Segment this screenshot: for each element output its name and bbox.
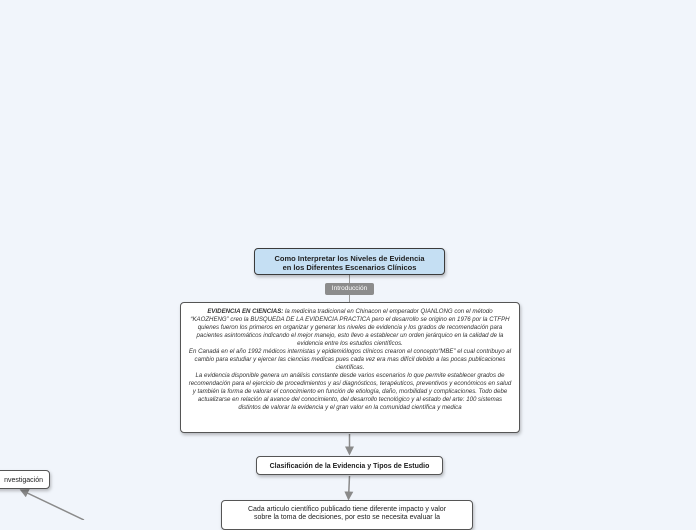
classification-node[interactable]: Clasificación de la Evidencia y Tipos de Estudio [256,456,443,475]
evidence-paragraph-3: La evidencia disponible genera un análisis constante desde varios escenarios lo que permite establecer grados de recomendación para el ejercicio de procedimientos y así diagnósticos, terapéuticos, preventivos y económicos en salud y también la forma de valorar el conocimiento en función de etiología, daño, morbilidad y complicaciones. Todo debe actualizarse en relación al avance del conocimiento, del desarrollo tecnológico y al estado del arte: 100 sistemas distintos de valorar la evidencia y el gran valor en la comunidad científica y medica [188,372,512,411]
intro-label-tag[interactable]: Introducción [325,283,374,295]
evidence-paragraph-1 [188,308,512,348]
evidence-paragraph-1-text: la medicina tradicional en Chinacon el emperador QIANLONG con el método “KAOZHENG” creo la BUSQUEDA DE LA EVIDENCIA PRACTICA pero el desarrollo se origino en 1976 por la CTFPH quienes fueron los primeros en organizar y generar los niveles de evidencia y los grados de recomendación para pacientes asintomáticos indicando el mejor manejo, esto llevo a establecer un orden jerárquico en la calidad de la evidencia entre los estudios científicos. [190,308,510,347]
evidence-text-node[interactable] [180,302,520,433]
bottom-node-line1: Cada articulo científico publicado tiene diferente impacto y valor [247,506,447,513]
root-topic-node[interactable] [254,248,445,275]
bottom-article-node[interactable] [221,500,473,530]
root-title-line2: en los Diferentes Escenarios Clínicos [282,263,417,272]
bottom-node-line2: sobre la toma de decisiones, por esto se necesita evaluar la [254,514,440,521]
evidence-paragraph-2: En Canadá en el año 1992 médicos internistas y epidemiólogos clínicos crearon el concepto“MBE” el cual contribuyo al cambio para estudiar y ejercer las ciencias medicas pues cada vez era mas difícil debido a las pocas publicaciones científicas. [188,348,512,371]
root-title-line1: Como Interpretar los Niveles de Evidencia [274,254,425,263]
investigacion-node[interactable]: nvestigación [0,470,50,489]
connector-to-side-node [21,490,84,520]
evidence-heading: EVIDENCIA EN CIENCIAS: [207,308,284,315]
connector-classification-to-bottom [349,476,350,499]
